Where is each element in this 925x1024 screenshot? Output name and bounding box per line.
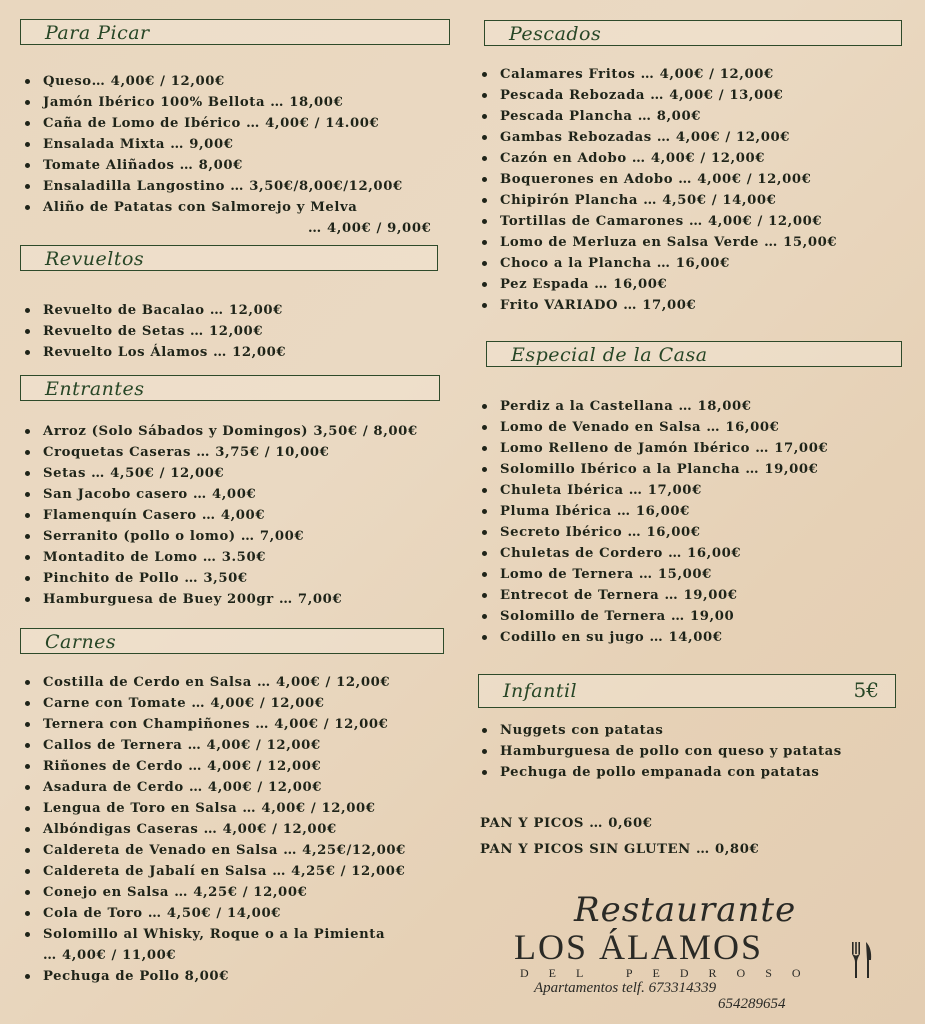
logo-name: LOS ÁLAMOS: [514, 927, 764, 967]
entrantes-list: [23, 421, 418, 610]
logo-phone: 654289654: [718, 996, 786, 1012]
list-item: Lomo Relleno de Jamón Ibérico … 17,00€: [480, 438, 828, 459]
section-title: Carnes: [45, 631, 117, 653]
section-title: Pescados: [509, 23, 602, 45]
logo-contact: Apartamentos telf. 673314339: [534, 980, 717, 996]
list-item: Pez Espada … 16,00€: [480, 274, 837, 295]
restaurant-logo: [510, 890, 890, 1020]
section-header-entrantes: [20, 375, 440, 401]
list-item: Ensaladilla Langostino … 3,50€/8,00€/12,00€: [23, 176, 431, 197]
list-item: [23, 197, 431, 239]
list-item: Revuelto de Setas … 12,00€: [23, 321, 286, 342]
list-item: Pinchito de Pollo … 3,50€: [23, 568, 418, 589]
section-title: Entrantes: [45, 378, 145, 400]
list-item: Chipirón Plancha … 4,50€ / 14,00€: [480, 190, 837, 211]
list-item: Revuelto Los Álamos … 12,00€: [23, 342, 286, 363]
section-title: Infantil: [503, 680, 578, 702]
section-header-especial: [486, 341, 902, 367]
list-item: Caldereta de Venado en Salsa … 4,25€/12,00€: [23, 840, 406, 861]
section-header-pescados: [484, 20, 902, 46]
list-item-label: Solomillo al Whisky, Roque o a la Pimienta: [43, 927, 386, 942]
list-item: Revuelto de Bacalao … 12,00€: [23, 300, 286, 321]
pescados-list: [480, 64, 837, 316]
list-item: Pechuga de Pollo 8,00€: [23, 966, 406, 987]
infantil-price: 5€: [853, 678, 879, 702]
carnes-list: [23, 672, 406, 987]
pan-y-picos-sin-gluten: PAN Y PICOS SIN GLUTEN … 0,80€: [480, 842, 760, 857]
list-item-label: Aliño de Patatas con Salmorejo y Melva: [43, 200, 358, 215]
list-item: Pescada Rebozada … 4,00€ / 13,00€: [480, 85, 837, 106]
section-header-para-picar: [20, 19, 450, 45]
list-item: Ensalada Mixta … 9,00€: [23, 134, 431, 155]
list-item: Pescada Plancha … 8,00€: [480, 106, 837, 127]
list-item: San Jacobo casero … 4,00€: [23, 484, 418, 505]
section-title: Especial de la Casa: [511, 344, 708, 366]
list-item: Lengua de Toro en Salsa … 4,00€ / 12,00€: [23, 798, 406, 819]
list-item: Serranito (pollo o lomo) … 7,00€: [23, 526, 418, 547]
list-item: Costilla de Cerdo en Salsa … 4,00€ / 12,00€: [23, 672, 406, 693]
list-item: Hamburguesa de Buey 200gr … 7,00€: [23, 589, 418, 610]
section-title: Para Picar: [45, 22, 150, 44]
list-item: Caña de Lomo de Ibérico … 4,00€ / 14.00€: [23, 113, 431, 134]
list-item: Tomate Aliñados … 8,00€: [23, 155, 431, 176]
list-item: Ternera con Champiñones … 4,00€ / 12,00€: [23, 714, 406, 735]
fork-knife-icon: [850, 942, 874, 980]
section-header-infantil: [478, 674, 896, 708]
list-item: Solomillo Ibérico a la Plancha … 19,00€: [480, 459, 828, 480]
list-item: Boquerones en Adobo … 4,00€ / 12,00€: [480, 169, 837, 190]
list-item: Nuggets con patatas: [480, 720, 842, 741]
list-item: Callos de Ternera … 4,00€ / 12,00€: [23, 735, 406, 756]
logo-script: Restaurante: [574, 890, 797, 930]
list-item: Carne con Tomate … 4,00€ / 12,00€: [23, 693, 406, 714]
list-item: Entrecot de Ternera … 19,00€: [480, 585, 828, 606]
list-item: Caldereta de Jabalí en Salsa … 4,25€ / 12,00€: [23, 861, 406, 882]
list-item: Codillo en su jugo … 14,00€: [480, 627, 828, 648]
list-item: Secreto Ibérico … 16,00€: [480, 522, 828, 543]
list-item: Montadito de Lomo … 3.50€: [23, 547, 418, 568]
infantil-list: [480, 720, 842, 783]
list-item: Pluma Ibérica … 16,00€: [480, 501, 828, 522]
list-item: Jamón Ibérico 100% Bellota … 18,00€: [23, 92, 431, 113]
list-item: Lomo de Merluza en Salsa Verde … 15,00€: [480, 232, 837, 253]
list-item: Tortillas de Camarones … 4,00€ / 12,00€: [480, 211, 837, 232]
list-item: Solomillo de Ternera … 19,00: [480, 606, 828, 627]
list-item: Cazón en Adobo … 4,00€ / 12,00€: [480, 148, 837, 169]
list-item: Albóndigas Caseras … 4,00€ / 12,00€: [23, 819, 406, 840]
list-item: Lomo de Ternera … 15,00€: [480, 564, 828, 585]
logo-subtitle: DEL PEDROSO: [520, 966, 821, 980]
pan-y-picos: PAN Y PICOS … 0,60€: [480, 816, 653, 831]
list-item: Pechuga de pollo empanada con patatas: [480, 762, 842, 783]
list-item: Cola de Toro … 4,50€ / 14,00€: [23, 903, 406, 924]
list-item-continuation: … 4,00€ / 11,00€: [43, 948, 177, 963]
list-item: Croquetas Caseras … 3,75€ / 10,00€: [23, 442, 418, 463]
list-item: Calamares Fritos … 4,00€ / 12,00€: [480, 64, 837, 85]
list-item: Hamburguesa de pollo con queso y patatas: [480, 741, 842, 762]
para-picar-list: [23, 71, 431, 239]
list-item: Chuleta Ibérica … 17,00€: [480, 480, 828, 501]
list-item: Flamenquín Casero … 4,00€: [23, 505, 418, 526]
section-header-revueltos: [20, 245, 438, 271]
especial-list: [480, 396, 828, 648]
list-item-continuation: … 4,00€ / 9,00€: [308, 221, 432, 236]
list-item: Riñones de Cerdo … 4,00€ / 12,00€: [23, 756, 406, 777]
list-item: [23, 924, 406, 966]
revueltos-list: [23, 300, 286, 363]
list-item: Choco a la Plancha … 16,00€: [480, 253, 837, 274]
section-title: Revueltos: [45, 248, 145, 270]
list-item: Perdiz a la Castellana … 18,00€: [480, 396, 828, 417]
list-item: Frito VARIADO … 17,00€: [480, 295, 837, 316]
list-item: Chuletas de Cordero … 16,00€: [480, 543, 828, 564]
list-item: Asadura de Cerdo … 4,00€ / 12,00€: [23, 777, 406, 798]
list-item: Setas … 4,50€ / 12,00€: [23, 463, 418, 484]
list-item: Conejo en Salsa … 4,25€ / 12,00€: [23, 882, 406, 903]
list-item: Arroz (Solo Sábados y Domingos) 3,50€ / 8,00€: [23, 421, 418, 442]
list-item: Gambas Rebozadas … 4,00€ / 12,00€: [480, 127, 837, 148]
list-item: Lomo de Venado en Salsa … 16,00€: [480, 417, 828, 438]
section-header-carnes: [20, 628, 444, 654]
list-item: Queso… 4,00€ / 12,00€: [23, 71, 431, 92]
